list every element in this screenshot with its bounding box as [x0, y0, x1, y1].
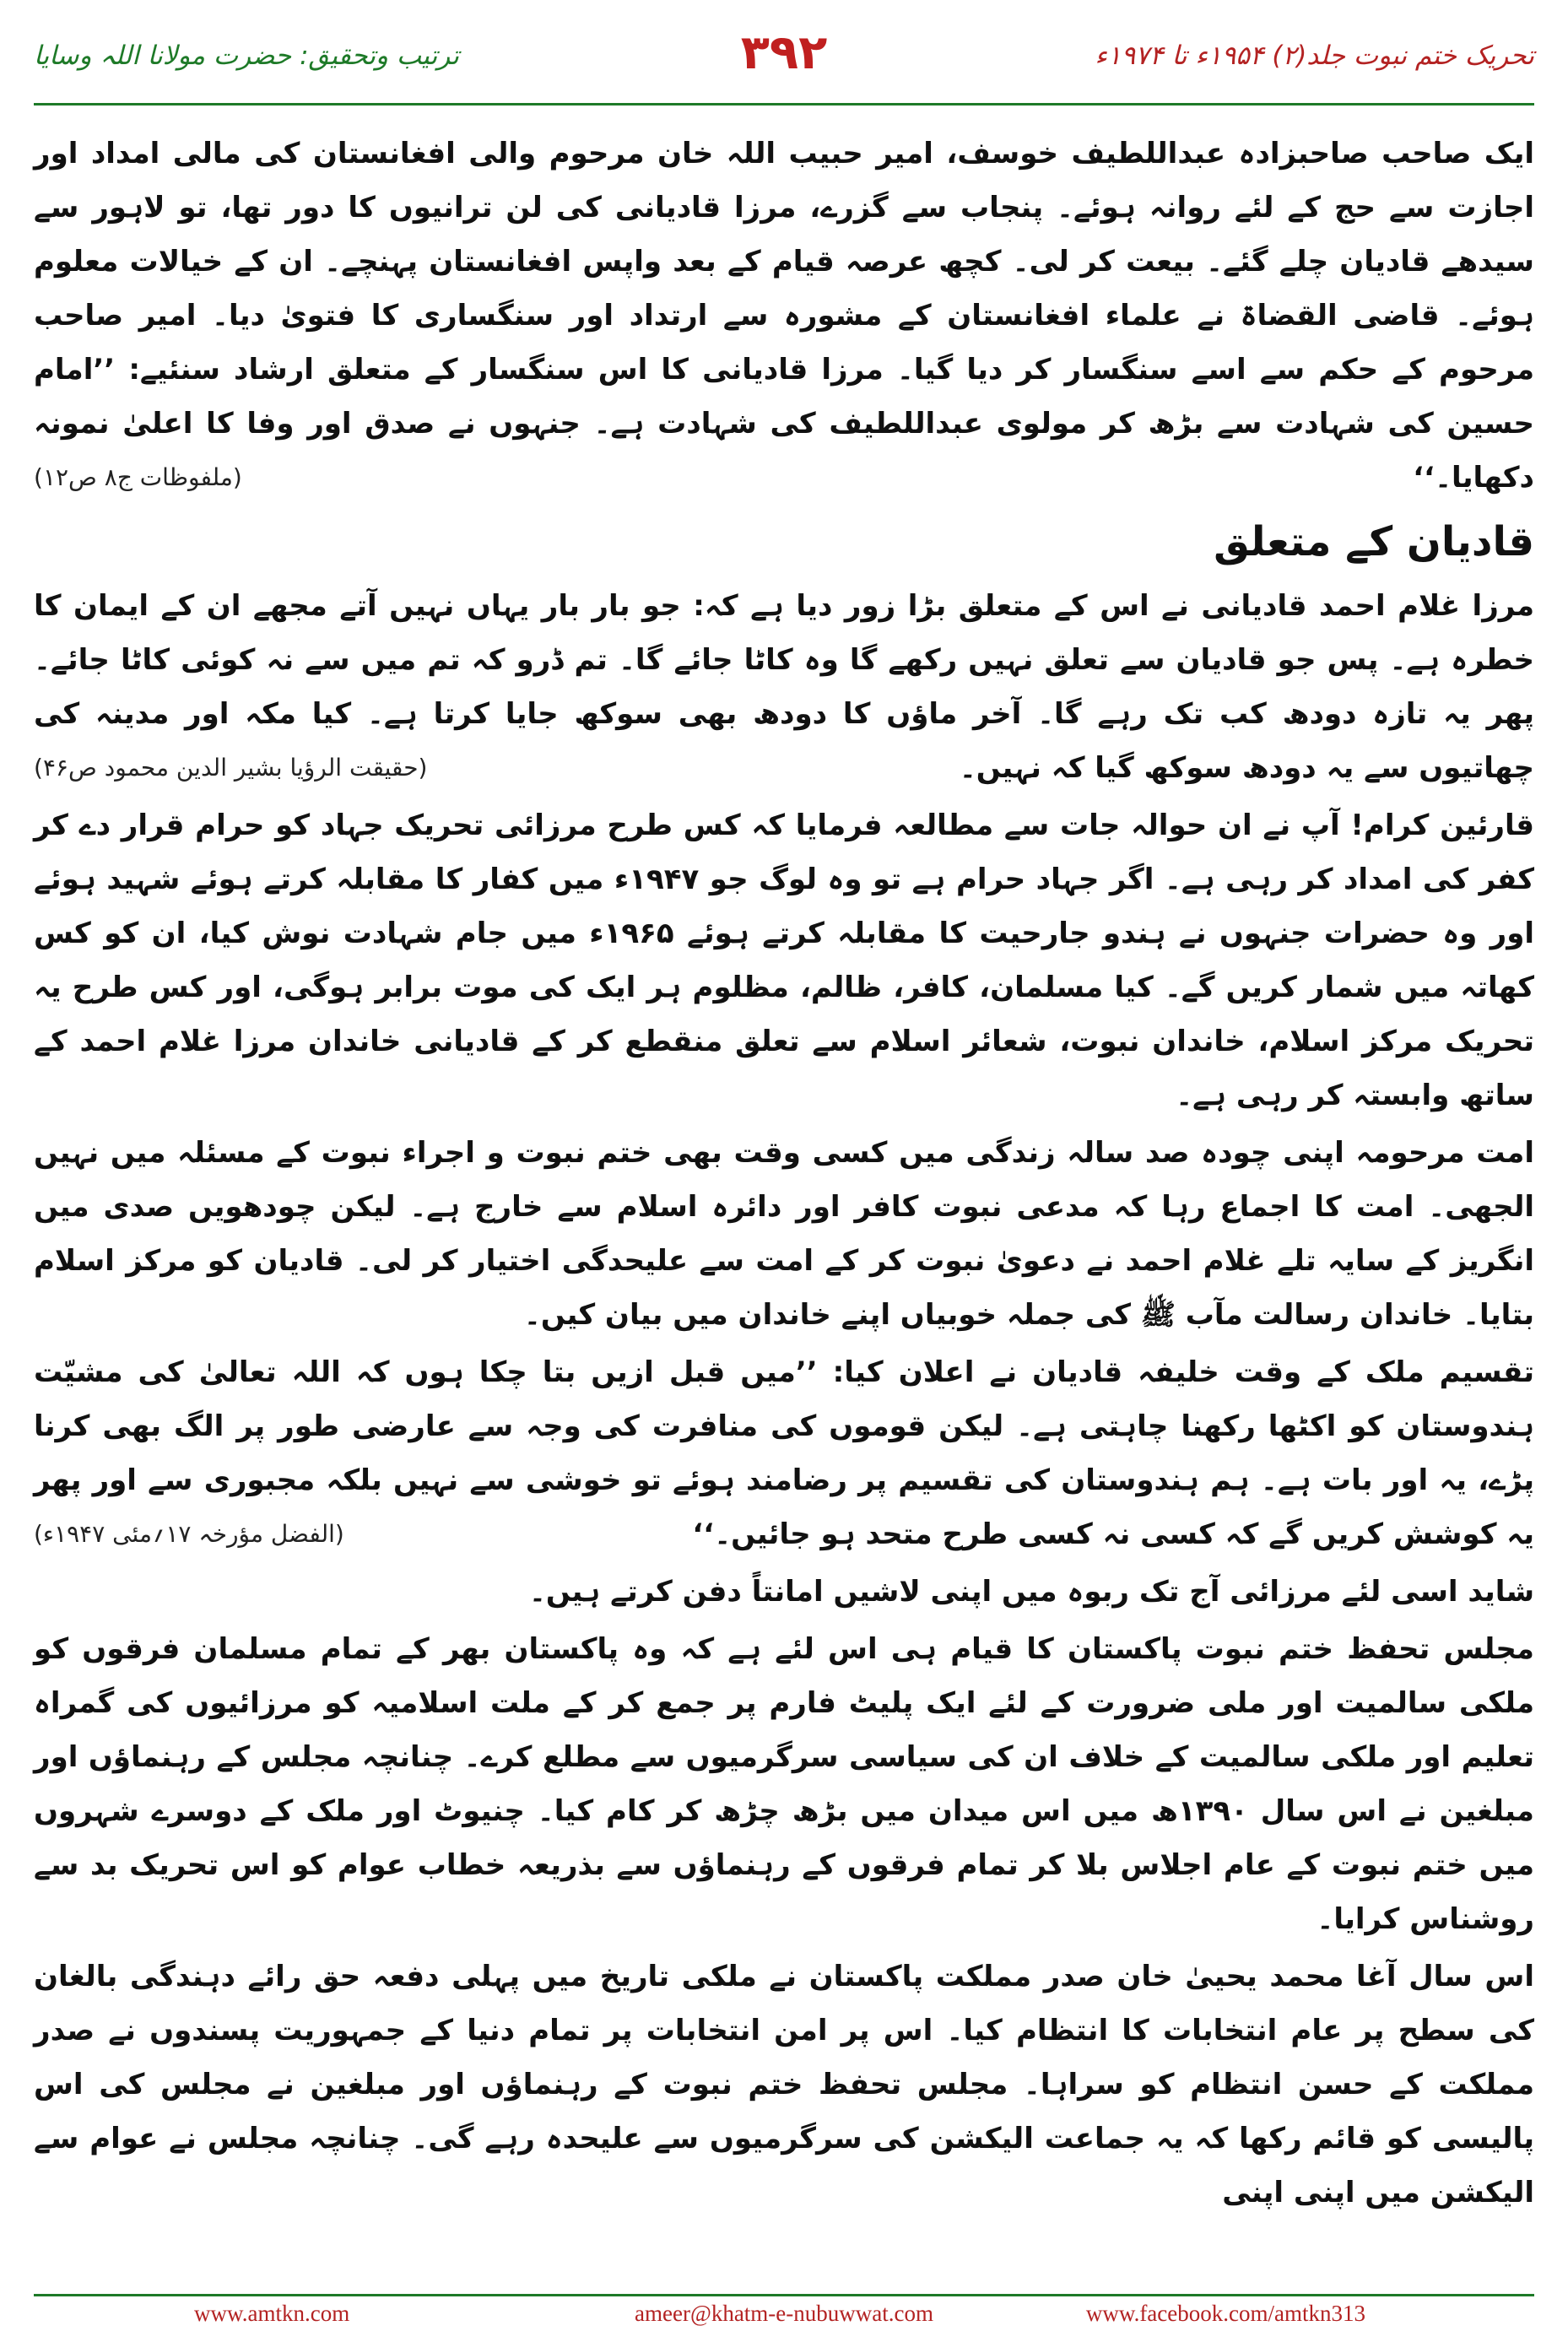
compiler-credit: ترتیب وتحقیق: حضرت مولانا اللہ وسایا: [34, 41, 460, 71]
paragraph: [34, 127, 1534, 505]
footer-divider: [34, 2294, 1534, 2296]
paragraph-text: مرزا غلام احمد قادیانی نے اس کے متعلق بڑا زور دیا ہے کہ: جو بار بار یہاں نہیں آتے مجھے ان کے ایمان کا خطرہ ہے۔ پس جو قادیان سے تعلق نہیں رکھے گا وہ کاٹا جائے گا۔ تم ڈرو کہ تم میں سے نہ کوئی کاٹا جائے۔ پھر یہ تازہ دودھ کب تک رہے گا۔ آخر ماؤں کا دودھ بھی سوکھ جایا کرتا ہے۔ کیا مکہ اور مدینہ کی چھاتیوں سے یہ دودھ سوکھ گیا کہ نہیں۔: [34, 589, 1534, 785]
paragraph-text: تقسیم ملک کے وقت خلیفہ قادیان نے اعلان کیا: ’’میں قبل ازیں بتا چکا ہوں کہ اللہ تعالیٰ کی مشیّت ہندوستان کو اکٹھا رکھنا چاہتی ہے۔ لیکن قوموں کی منافرت کی وجہ سے عارضی طور پر الگ بھی کرنا پڑے، یہ اور بات ہے۔ ہم ہندوستان کی تقسیم پر رضامند ہوئے تو خوشی سے نہیں بلکہ مجبوری سے اور پھر یہ کوشش کریں گے کہ کسی نہ کسی طرح متحد ہو جائیں۔‘‘: [34, 1355, 1534, 1551]
header-divider: [34, 103, 1534, 105]
paragraph: اس سال آغا محمد یحییٰ خان صدر مملکت پاکستان نے ملکی تاریخ میں پہلی دفعہ حق رائے دہندگی بالغان کی سطح پر عام انتخابات کا انتظام کیا۔ اس پر امن انتخابات پر تمام دنیا کے جمہوریت پسندوں نے صدر مملکت کے حسن انتظام کو سراہا۔ مجلس تحفظ ختم نبوت کے رہنماؤں اور مبلغین نے مجلس کی اس پالیسی کو قائم رکھا کہ یہ جماعت الیکشن کی سرگرمیوں سے علیحدہ رہے گی۔ چنانچہ مجلس نے عوام سے الیکشن میں اپنی اپنی: [34, 1960, 1534, 2209]
paragraph: [34, 1345, 1534, 1561]
section-heading: قادیان کے متعلق: [1214, 518, 1534, 565]
page-body: [34, 127, 1534, 2223]
paragraph: مجلس تحفظ ختم نبوت پاکستان کا قیام ہی اس لئے ہے کہ وہ پاکستان بھر کے تمام مسلمان فرقوں کو ملکی سالمیت اور ملی ضرورت کے لئے ایک پلیٹ فارم پر جمع کر کے ملت اسلامیہ کو مرزائیوں کی گمراہ تعلیم اور ملکی سالمیت کے خلاف ان کی سیاسی سرگرمیوں سے مطلع کرے۔ چنانچہ مجلس کے رہنماؤں اور مبلغین نے اس سال ۱۳۹۰ھ میں اس میدان میں بڑھ چڑھ کر کام کیا۔ چنیوٹ اور ملک کے دوسرے شہروں میں ختم نبوت کے عام اجلاس بلا کر تمام فرقوں کے رہنماؤں سے بذریعہ خطاب عوام کو اس تحریک بد سے روشناس کرایا۔: [34, 1632, 1534, 1936]
book-title: تحریک ختم نبوت جلد(۲) ۱۹۵۴ء تا ۱۹۷۴ء: [1095, 41, 1534, 71]
page-header: [34, 25, 1534, 110]
citation: (الفضل مؤرخہ ۱۷؍مئی ۱۹۴۷ء): [34, 1520, 344, 1548]
paragraph: [34, 579, 1534, 795]
paragraph: شاید اسی لئے مرزائی آج تک ربوہ میں اپنی لاشیں امانتاً دفن کرتے ہیں۔: [528, 1575, 1534, 1609]
page-footer: [34, 2301, 1534, 2331]
email-link[interactable]: ameer@khatm-e-nubuwwat.com: [635, 2301, 933, 2326]
page-number: ۳۹۲: [740, 25, 828, 80]
paragraph: قارئین کرام! آپ نے ان حوالہ جات سے مطالعہ فرمایا کہ کس طرح مرزائی تحریک جہاد کو حرام قرار دے کر کفر کی امداد کر رہی ہے۔ اگر جہاد حرام ہے تو وہ لوگ جو ۱۹۴۷ء میں کفار کا مقابلہ کرتے ہوئے شہید ہوئے اور وہ حضرات جنہوں نے ہندو جارحیت کا مقابلہ کرتے ہوئے ۱۹۶۵ء میں جام شہادت نوش کیا، ان کو کس کھاتہ میں شمار کریں گے۔ کیا مسلمان، کافر، ظالم، مظلوم ہر ایک کی موت برابر ہوگی، اور کس طرح یہ تحریک مرکز اسلام، خاندان نبوت، شعائر اسلام سے تعلق منقطع کر کے قادیانی خاندان مرزا غلام احمد کے ساتھ وابستہ کر رہی ہے۔: [34, 809, 1535, 1112]
citation: (حقیقت الرؤیا بشیر الدین محمود ص۴۶): [34, 754, 428, 782]
facebook-link[interactable]: www.facebook.com/amtkn313: [1085, 2301, 1365, 2326]
website-link[interactable]: www.amtkn.com: [194, 2301, 350, 2326]
paragraph: امت مرحومہ اپنی چودہ صد سالہ زندگی میں کسی وقت بھی ختم نبوت و اجراء نبوت کے مسئلہ میں نہیں الجھی۔ امت کا اجماع رہا کہ مدعی نبوت کافر اور دائرہ اسلام سے خارج ہے۔ لیکن چودھویں صدی میں انگریز کے سایہ تلے غلام احمد نے دعویٰ نبوت کر کے امت سے علیحدگی اختیار کر لی۔ قادیان کو مرکز اسلام بتایا۔ خاندان رسالت مآب ﷺ کی جملہ خوبیاں اپنے خاندان میں بیان کیں۔: [34, 1136, 1534, 1332]
citation: (ملفوظات ج۸ ص۱۲): [34, 463, 242, 491]
paragraph-text: ایک صاحب صاحبزادہ عبداللطیف خوسف، امیر حبیب اللہ خان مرحوم والی افغانستان کی مالی امداد اور اجازت سے حج کے لئے روانہ ہوئے۔ پنجاب سے گزرے، مرزا قادیانی کی لن ترانیوں کا دور تھا، تو لاہور سے سیدھے قادیان چلے گئے۔ بیعت کر لی۔ کچھ عرصہ قیام کے بعد واپس افغانستان پہنچے۔ ان کے خیالات معلوم ہوئے۔ قاضی القضاۃ نے علماء افغانستان کے مشورہ سے ارتداد اور سنگساری کا فتویٰ دیا۔ امیر صاحب مرحوم کے حکم سے اسے سنگسار کر دیا گیا۔ مرزا قادیانی کا اس سنگسار کے متعلق ارشاد سنئیے: ’’امام حسین کی شہادت سے بڑھ کر مولوی عبداللطیف کی شہادت ہے۔ جنہوں نے صدق اور وفا کا اعلیٰ نمونہ دکھایا۔‘‘: [34, 137, 1534, 495]
